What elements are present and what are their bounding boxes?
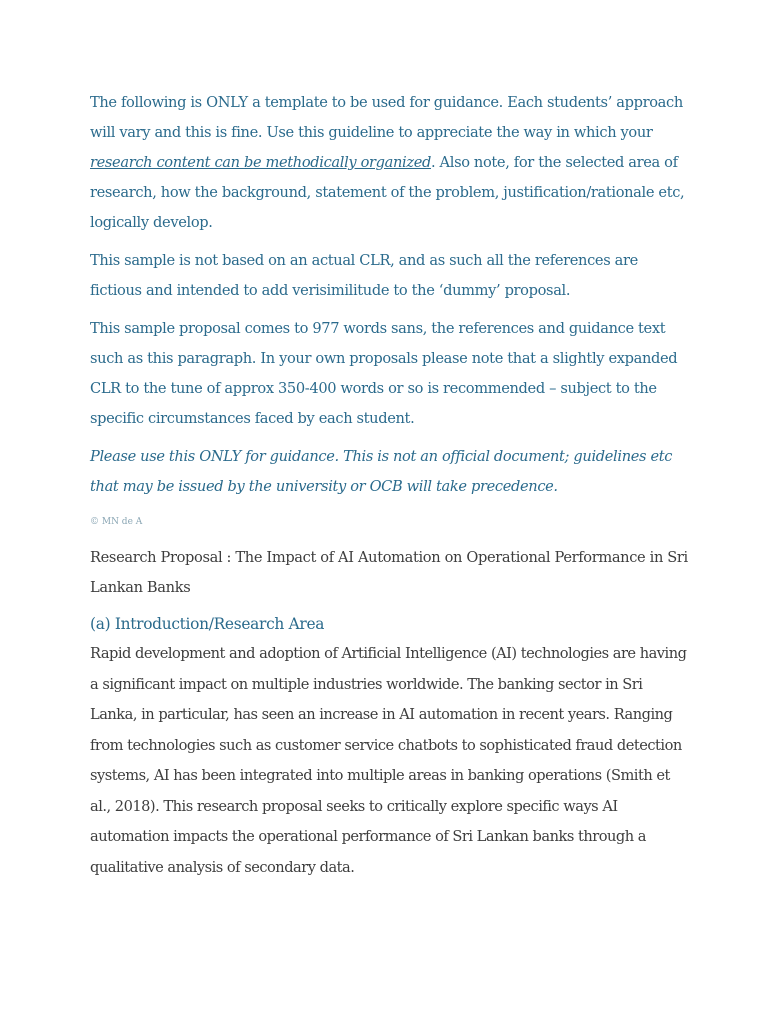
guidance-text-part-1: The following is ONLY a template to be used for guidance. Each students’ approach will vary and this is fine. Use this guideline to appreciate the way in which your <box>90 94 683 141</box>
guidance-paragraph-3: This sample proposal comes to 977 words sans, the references and guidance text such as this paragraph. In your own proposals please note that a slightly expanded CLR to the tune of approx 350-400 words or so is recommended – subject to the specific circumstances faced by each student. <box>90 320 678 427</box>
section-a-heading: (a) Introduction/Research Area <box>90 615 325 633</box>
guidance-text-part-2: . Also note, for the selected area of research, how the background, statement of the problem, justification/rationale etc, logically develop. <box>90 154 685 231</box>
copyright-notice: © MN de A <box>90 517 143 527</box>
guidance-link[interactable]: research content can be methodically organized <box>90 154 431 171</box>
guidance-paragraph-4: Please use this ONLY for guidance. This is not an official document; guidelines etc that may be issued by the university or OCB will take precedence. <box>90 448 673 495</box>
proposal-title: Research Proposal : The Impact of AI Automation on Operational Performance in Sri Lankan Banks <box>90 549 688 596</box>
section-a-body: Rapid development and adoption of Artificial Intelligence (AI) technologies are having a significant impact on multiple industries worldwide. The banking sector in Sri Lanka, in particular, has seen an increase in AI automation in recent years. Ranging from technologies such as customer service chatbots to sophisticated fraud detection systems, AI has been integrated into multiple areas in banking operations (Smith et al., 2018). This research proposal seeks to critically explore specific ways AI automation impacts the operational performance of Sri Lankan banks through a qualitative analysis of secondary data. <box>90 645 687 876</box>
guidance-paragraph-1 <box>90 88 688 238</box>
guidance-paragraph-2: This sample is not based on an actual CLR, and as such all the references are fictious and intended to add verisimilitude to the ‘dummy’ proposal. <box>90 252 638 299</box>
